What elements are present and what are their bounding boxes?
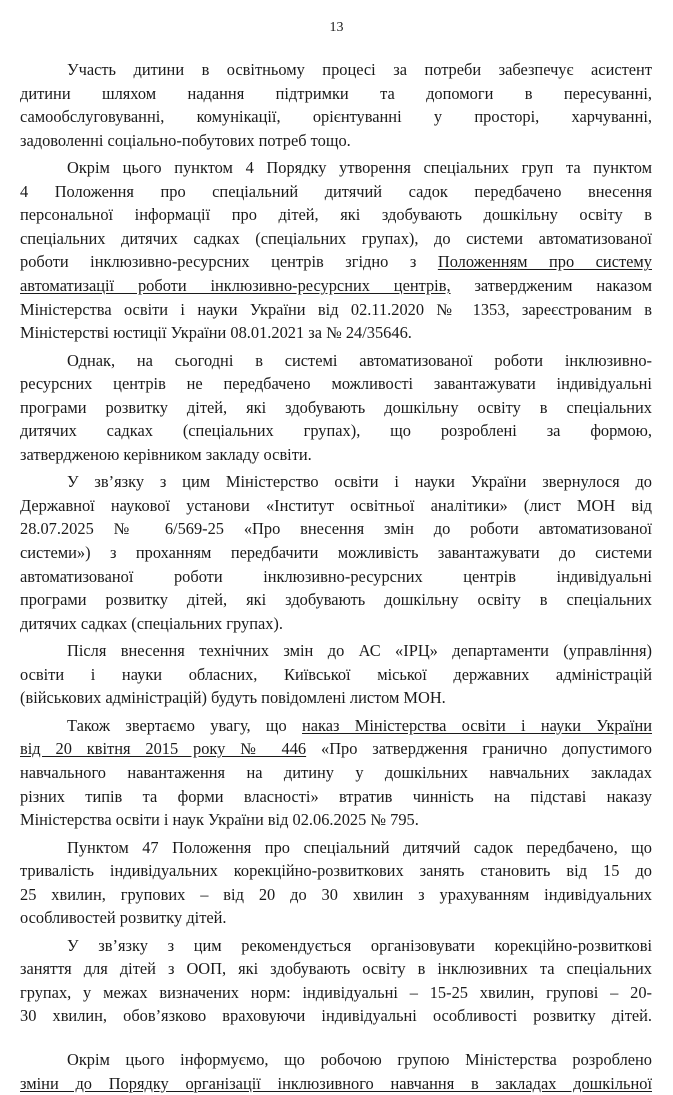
text-line: програми розвитку дітей, які здобувають дошкільну освіту в спеціальних (20, 590, 652, 610)
text-line (20, 274, 652, 297)
text-span: «Про затвердження гранично допустимого (306, 739, 652, 759)
text-line: 28.07.2025 № 6/569-25 «Про внесення змін до роботи автоматизованої (20, 519, 652, 539)
text-line: освіти і науки обласних, Київської міської державних адміністрацій (20, 664, 652, 684)
text-line: системи») з проханням передбачити можливість завантажувати до системи (20, 543, 652, 562)
text-line: Міністерстві юстиції України 08.01.2021 за № 24/35646. (20, 323, 412, 343)
text-line: задоволенні соціально-побутових потреб тощо. (20, 130, 351, 150)
text-line: навчального навантаження на дитину у дошкільних навчальних закладах (20, 762, 652, 782)
text-line: автоматизованої роботи інклюзивно-ресурсних центрів індивідуальні (20, 566, 652, 586)
text-line: Після внесення технічних змін до АС «ІРЦ» департаменти (управління) (67, 641, 652, 661)
text-line: програми розвитку дітей, які здобувають дошкільну освіту в спеціальних (20, 397, 652, 417)
text-line: 25 хвилин, групових – від 20 до 30 хвилин з урахуванням індивідуальних (20, 884, 652, 904)
text-line: різних типів та форми власності» втратив чинність на підставі наказу (20, 786, 652, 806)
text-line: дитини шляхом надання підтримки та допомоги в пересуванні, (20, 83, 652, 103)
text-line: групах, у межах визначених норм: індивідуальні – 15-25 хвилин, групові – 20- (20, 982, 652, 1002)
text-line: 30 хвилин, обов’язково враховуючи індивідуальні особливості розвитку дітей. (20, 1006, 652, 1026)
text-line: Однак, на сьогодні в системі автоматизованої роботи інклюзивно- (67, 350, 652, 370)
text-line: У зв’язку з цим Міністерство освіти і науки України звернулося до (67, 472, 652, 492)
page-number: 13 (329, 20, 344, 35)
text-line: тривалість індивідуальних корекційно-розвиткових занять становить від 15 до (20, 861, 652, 881)
text-line: дитячих садках (спеціальних групах). (20, 613, 283, 633)
text-line: персональної інформації про дітей, які здобувають дошкільну освіту в (20, 205, 652, 225)
text-line: 4 Положення про спеціальний дитячий садок передбачено внесення (20, 181, 652, 201)
underlined-reference: наказ Міністерства освіти і науки України (302, 715, 652, 735)
text-line: особливостей розвитку дітей. (20, 908, 227, 928)
text-line: затвердженою керівником закладу освіти. (20, 444, 312, 464)
underlined-reference: зміни до Порядку організації інклюзивного навчання в закладах дошкільної (20, 1073, 652, 1093)
text-line: заняття для дітей з ООП, які здобувають освіту в інклюзивних та спеціальних (20, 959, 652, 979)
text-line: Участь дитини в освітньому процесі за потреби забезпечує асистент (67, 60, 652, 79)
text-line: Пунктом 47 Положення про спеціальний дитячий садок передбачено, що (67, 837, 652, 857)
text-span: Також звертаємо увагу, що (67, 715, 303, 735)
text-line: Окрім цього пунктом 4 Порядку утворення спеціальних груп та пунктом (67, 158, 652, 178)
text-line: Міністерства освіти і наук України від 02.06.2025 № 795. (20, 810, 419, 830)
text-line (20, 737, 652, 760)
text-line: спеціальних дитячих садках (спеціальних групах), до системи автоматизованої (20, 228, 652, 248)
text-line: Окрім цього інформуємо, що робочою групою Міністерства розроблено (67, 1050, 652, 1069)
text-line (20, 250, 652, 273)
text-line: ресурсних центрів не передбачено можливості завантажувати індивідуальні (20, 374, 652, 394)
text-line: самообслуговуванні, комунікації, орієнтуванні у просторі, харчуванні, (20, 107, 652, 127)
text-line: дитячих садках (спеціальних групах), що розроблені за формою, (20, 421, 652, 441)
underlined-reference: від 20 квітня 2015 року № 446 (20, 739, 307, 759)
underlined-reference: автоматизації роботи інклюзивно-ресурсних центрів, (20, 275, 451, 295)
text-line: Міністерства освіти і науки України від 02.11.2020 № 1353, зареєстрованим в (20, 299, 652, 319)
text-span: затвердженим наказом (450, 275, 652, 295)
text-line (67, 714, 652, 737)
text-span: роботи інклюзивно-ресурсних центрів згідно з (20, 252, 438, 272)
text-line (20, 1072, 652, 1095)
underlined-reference: Положенням про систему (437, 252, 652, 272)
text-line: У зв’язку з цим рекомендується організовувати корекційно-розвиткові (67, 935, 652, 955)
text-line: Державної наукової установи «Інститут освітньої аналітики» (лист МОН від (20, 495, 652, 515)
text-line: (військових адміністрацій) будуть повідомлені листом МОН. (20, 688, 446, 708)
